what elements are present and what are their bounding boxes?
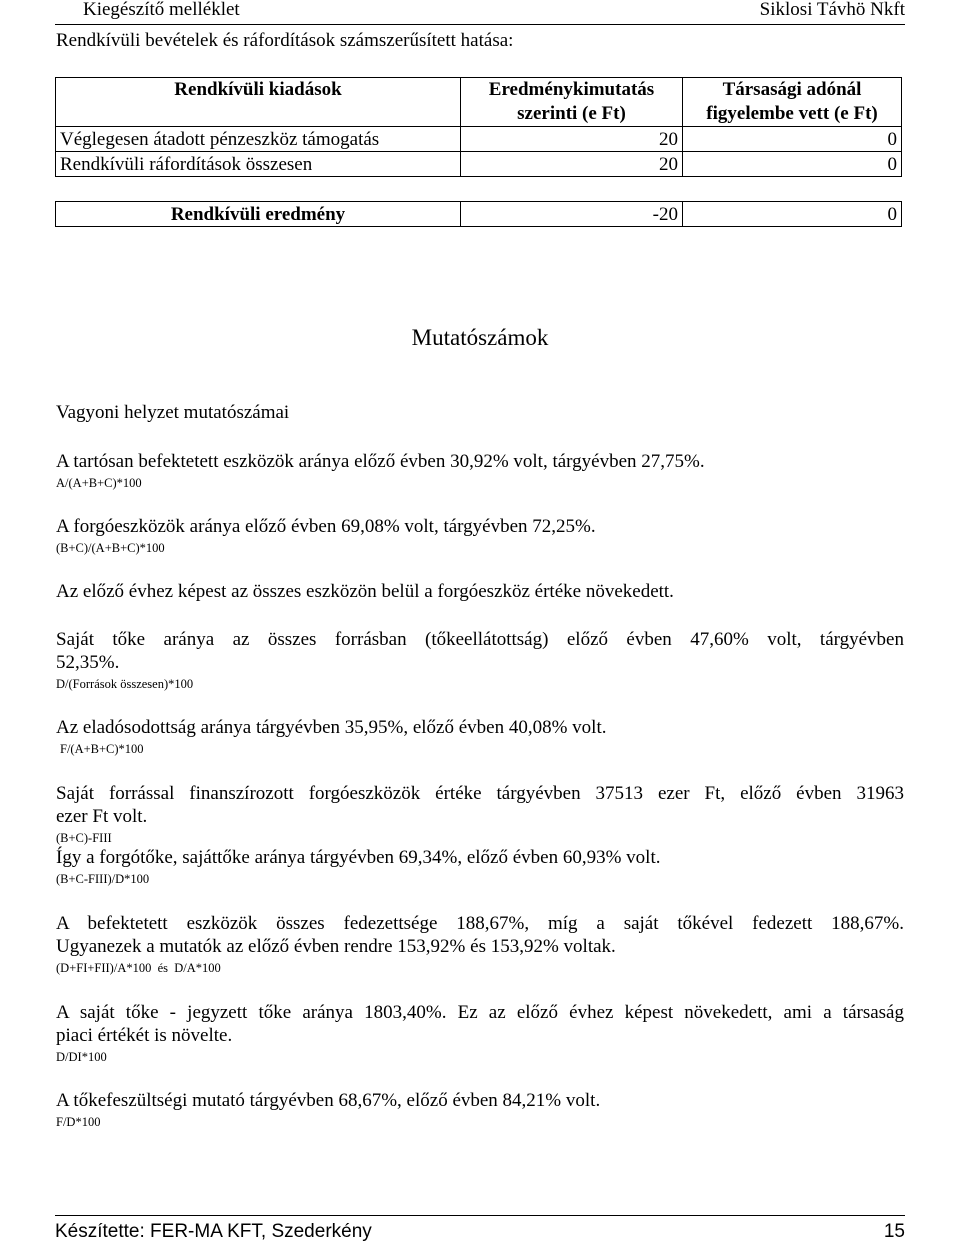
formula: (B+C)/(A+B+C)*100 [56,541,165,555]
header-left: Kiegészítő melléklet [83,0,240,20]
table-row [56,202,902,227]
formula: D/DI*100 [56,1050,107,1064]
formula: A/(A+B+C)*100 [56,476,142,490]
table-cell: 0 [683,152,902,177]
page-header [55,0,905,25]
page-number: 15 [883,1221,905,1242]
section-title: Rendkívüli bevételek és ráfordítások számszerűsített hatása: [56,30,514,51]
paragraph-line: A saját tőke - jegyzett tőke aránya 1803,40%. Ez az előző évhez képest növekedett, ami a társaság [56,1002,904,1023]
formula: (D+FI+FII)/A*100 és D/A*100 [56,961,221,975]
extraordinary-table [55,77,902,177]
result-value: -20 [461,202,683,227]
paragraph-line: Saját tőke aránya az összes forrásban (tőkeellátottság) előző évben 47,60% volt, tárgyévben [56,629,904,650]
paragraph-line: A befektetett eszközök összes fedezettsége 188,67%, míg a saját tőkével fedezett 188,67%. [56,913,904,934]
paragraph-line: piaci értékét is növelte. [56,1025,233,1046]
formula: (B+C)-FIII [56,831,112,845]
table-row [56,152,902,177]
table-header: Rendkívüli kiadások [56,78,461,127]
table-row [56,127,902,152]
table-cell: 20 [461,152,683,177]
subheading: Vagyoni helyzet mutatószámai [56,402,290,423]
paragraph: A forgóeszközök aránya előző évben 69,08% volt, tárgyévben 72,25%. [56,516,596,537]
formula: F/(A+B+C)*100 [60,742,144,756]
mutatoszamok-heading: Mutatószámok [411,325,549,350]
table-header: Társasági adónál figyelembe vett (e Ft) [683,78,902,127]
formula: F/D*100 [56,1115,101,1129]
paragraph-line: 52,35%. [56,652,120,673]
paragraph: Az előző évhez képest az összes eszközön belül a forgóeszköz értéke növekedett. [56,581,674,602]
table-cell: 20 [461,127,683,152]
header-right: Siklosi Távhö Nkft [759,0,905,20]
formula: D/(Források összesen)*100 [56,677,194,691]
table-cell: Rendkívüli ráfordítások összesen [56,152,461,177]
page-footer [55,1215,905,1246]
paragraph: A tartósan befektetett eszközök aránya előző évben 30,92% volt, tárgyévben 27,75%. [56,451,705,472]
table-cell: 0 [683,127,902,152]
formula: (B+C-FIII)/D*100 [56,872,150,886]
paragraph: Az eladósodottság aránya tárgyévben 35,95%, előző évben 40,08% volt. [56,717,607,738]
result-table [55,201,902,227]
paragraph: A tőkefeszültségi mutató tárgyévben 68,67%, előző évben 84,21% volt. [56,1090,601,1111]
table-cell: Véglegesen átadott pénzeszköz támogatás [56,127,461,152]
result-value: 0 [683,202,902,227]
paragraph-line: ezer Ft volt. [56,806,148,827]
paragraph-line: Ugyanezek a mutatók az előző évben rendre 153,92% és 153,92% voltak. [56,936,616,957]
table-header: Eredménykimutatás szerinti (e Ft) [461,78,683,127]
footer-left: Készítette: FER-MA KFT, Szederkény [55,1221,372,1242]
result-label: Rendkívüli eredmény [56,202,461,227]
paragraph-line: Saját forrással finanszírozott forgóeszközök értéke tárgyévben 37513 ezer Ft, előző évben 31963 [56,783,904,804]
paragraph: Így a forgótőke, sajáttőke aránya tárgyévben 69,34%, előző évben 60,93% volt. [56,847,661,868]
